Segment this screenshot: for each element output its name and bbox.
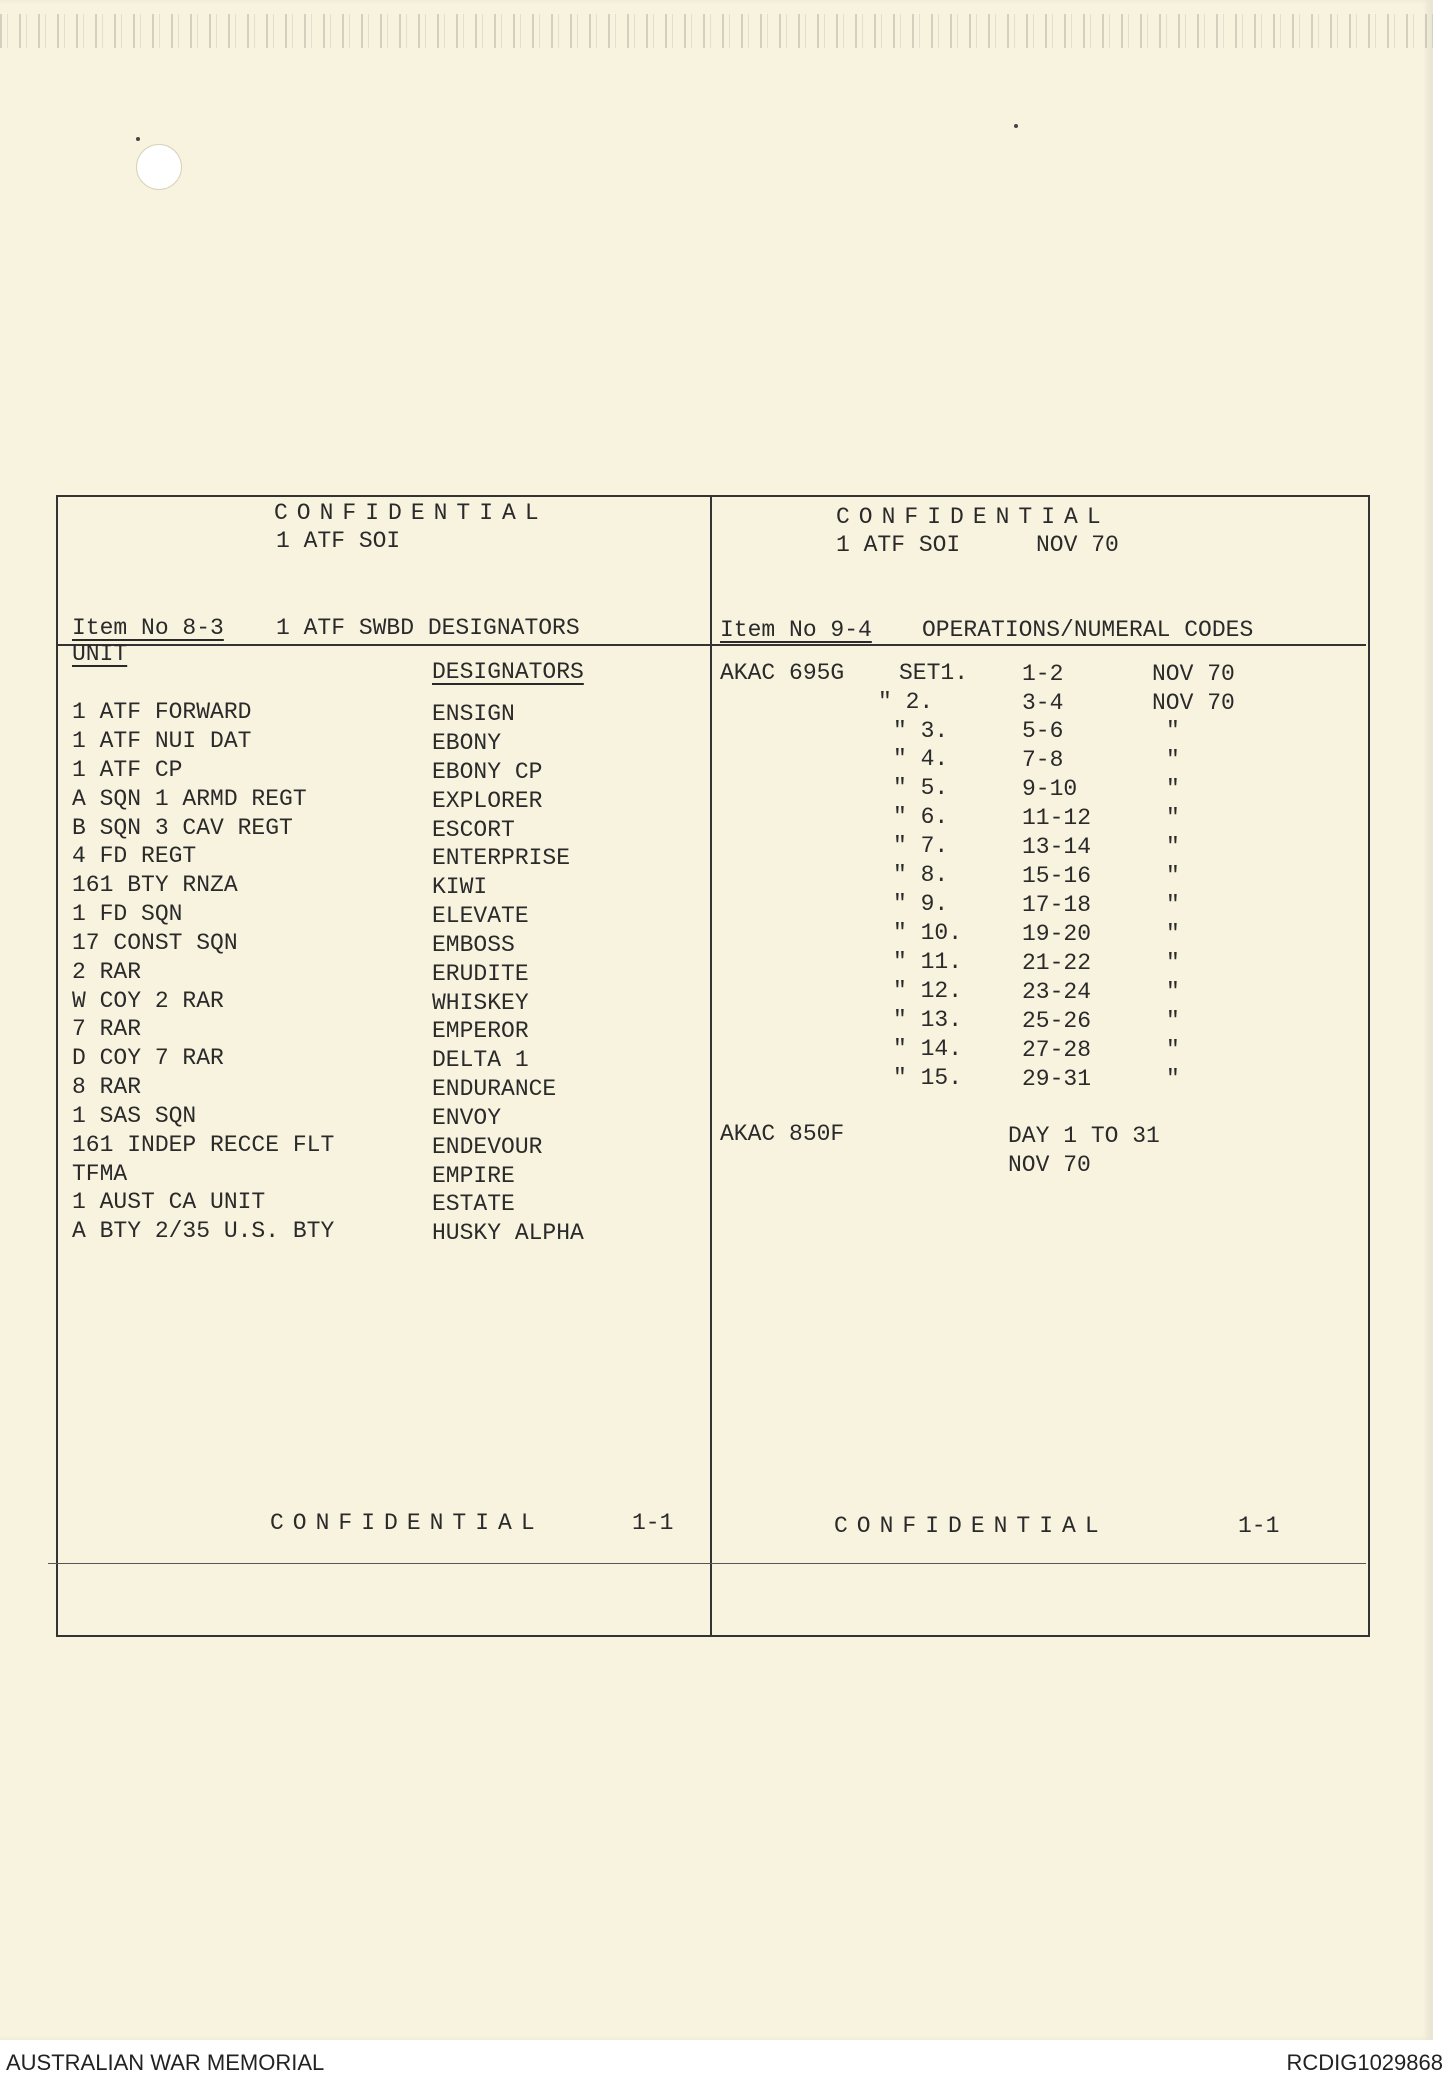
right-page-number: 1-1 (1238, 1513, 1280, 1539)
right-item-label: Item No 9-4 (720, 617, 872, 643)
archive-credit: AUSTRALIAN WAR MEMORIAL (6, 2050, 325, 2075)
unit-cell: W COY 2 RAR (72, 988, 224, 1014)
days-cell: 21-22 (1022, 950, 1092, 976)
unit-cell: 1 AUST CA UNIT (72, 1189, 266, 1215)
left-item-label: Item No 8-3 (72, 615, 224, 641)
unit-column-header: UNIT (72, 641, 128, 667)
designator-cell: EMPEROR (432, 1018, 529, 1044)
month-cell: " (1166, 979, 1180, 1005)
set-cell: " 10. (893, 920, 963, 946)
right-date: NOV 70 (1036, 532, 1119, 558)
archive-id: RCDIG1029868 (1286, 2050, 1443, 2075)
days-cell: 15-16 (1022, 863, 1092, 889)
month-cell: " (1166, 921, 1180, 947)
footer-rule (48, 1563, 1366, 1564)
days-cell: 29-31 (1022, 1066, 1092, 1092)
set-cell: " 14. (893, 1036, 963, 1062)
speck (136, 137, 140, 141)
days-cell: 27-28 (1022, 1037, 1092, 1063)
akac-code: AKAC 850F (720, 1121, 845, 1147)
days-cell: 19-20 (1022, 921, 1092, 947)
month-cell: " (1166, 950, 1180, 976)
set-cell: " 7. (893, 833, 949, 859)
unit-cell: 1 FD SQN (72, 901, 183, 927)
days-cell: 11-12 (1022, 805, 1092, 831)
speck (1014, 124, 1018, 128)
set-cell: " 2. (878, 689, 934, 715)
right-item-title: OPERATIONS/NUMERAL CODES (922, 617, 1254, 643)
days-cell: 17-18 (1022, 892, 1092, 918)
designator-cell: ESTATE (432, 1191, 515, 1217)
designator-cell: EBONY (432, 730, 502, 756)
unit-cell: 17 CONST SQN (72, 930, 238, 956)
punch-hole (136, 144, 182, 190)
month-cell: " (1166, 892, 1180, 918)
akac-days: DAY 1 TO 31 (1008, 1123, 1160, 1149)
designator-cell: ENTERPRISE (432, 845, 571, 871)
designator-cell: ERUDITE (432, 961, 529, 987)
days-cell: 7-8 (1022, 747, 1064, 773)
set-cell: " 3. (893, 718, 949, 744)
unit-cell: 161 INDEP RECCE FLT (72, 1132, 335, 1158)
unit-cell: 8 RAR (72, 1074, 142, 1100)
set-cell: " 4. (893, 746, 949, 772)
designator-cell: ENSIGN (432, 701, 515, 727)
set-cell: " 6. (893, 804, 949, 830)
akac-month: NOV 70 (1008, 1152, 1091, 1178)
designator-cell: EMPIRE (432, 1163, 515, 1189)
unit-cell: 1 SAS SQN (72, 1103, 197, 1129)
unit-cell: 161 BTY RNZA (72, 872, 238, 898)
month-cell: " (1166, 1066, 1180, 1092)
left-page-number: 1-1 (632, 1510, 674, 1536)
designator-cell: ENDEVOUR (432, 1134, 543, 1160)
column-divider (710, 495, 712, 1635)
set-cell: " 8. (893, 862, 949, 888)
designator-cell: WHISKEY (432, 990, 529, 1016)
month-cell: " (1166, 834, 1180, 860)
designator-cell: ELEVATE (432, 903, 529, 929)
unit-cell: 2 RAR (72, 959, 142, 985)
header-rule (58, 644, 1366, 646)
left-footer-classification: CONFIDENTIAL (270, 1510, 544, 1536)
unit-cell: 4 FD REGT (72, 843, 197, 869)
month-cell: " (1166, 776, 1180, 802)
days-cell: 5-6 (1022, 718, 1064, 744)
set-cell: " 5. (893, 775, 949, 801)
days-cell: 23-24 (1022, 979, 1092, 1005)
designator-cell: ESCORT (432, 817, 515, 843)
designator-cell: EBONY CP (432, 759, 543, 785)
unit-cell: A BTY 2/35 U.S. BTY (72, 1218, 335, 1244)
designator-cell: EMBOSS (432, 932, 515, 958)
days-cell: 3-4 (1022, 690, 1064, 716)
set-cell: " 15. (893, 1065, 963, 1091)
month-cell: NOV 70 (1152, 661, 1235, 687)
set-cell: SET1. (898, 660, 968, 686)
unit-cell: D COY 7 RAR (72, 1045, 224, 1071)
month-cell: " (1166, 805, 1180, 831)
left-subtitle: 1 ATF SOI (276, 528, 401, 554)
left-item-title: 1 ATF SWBD DESIGNATORS (276, 615, 580, 641)
month-cell: " (1166, 718, 1180, 744)
designator-cell: HUSKY ALPHA (432, 1220, 584, 1246)
designator-cell: ENDURANCE (432, 1076, 557, 1102)
month-cell: " (1166, 1008, 1180, 1034)
designators-column-header: DESIGNATORS (432, 659, 584, 685)
month-cell: " (1166, 747, 1180, 773)
unit-cell: 7 RAR (72, 1016, 142, 1042)
scan-edge-noise (0, 14, 1433, 48)
unit-cell: 1 ATF FORWARD (72, 699, 252, 725)
month-cell: " (1166, 1037, 1180, 1063)
month-cell: " (1166, 863, 1180, 889)
designator-cell: ENVOY (432, 1105, 502, 1131)
unit-cell: A SQN 1 ARMD REGT (72, 786, 307, 812)
set-cell: " 11. (893, 949, 963, 975)
month-cell: NOV 70 (1152, 690, 1235, 716)
days-cell: 25-26 (1022, 1008, 1092, 1034)
akac-code: AKAC 695G (720, 660, 845, 686)
days-cell: 13-14 (1022, 834, 1092, 860)
designator-cell: KIWI (432, 874, 488, 900)
set-cell: " 12. (893, 978, 963, 1004)
unit-cell: 1 ATF NUI DAT (72, 728, 252, 754)
days-cell: 1-2 (1022, 661, 1064, 687)
right-classification: CONFIDENTIAL (836, 504, 1110, 530)
unit-cell: TFMA (72, 1161, 128, 1187)
designator-cell: DELTA 1 (432, 1047, 529, 1073)
set-cell: " 13. (893, 1007, 963, 1033)
right-subtitle: 1 ATF SOI (836, 532, 961, 558)
unit-cell: 1 ATF CP (72, 757, 183, 783)
right-footer-classification: CONFIDENTIAL (834, 1513, 1108, 1539)
unit-cell: B SQN 3 CAV REGT (72, 815, 293, 841)
designator-cell: EXPLORER (432, 788, 543, 814)
left-classification: CONFIDENTIAL (274, 500, 548, 526)
set-cell: " 9. (893, 891, 949, 917)
days-cell: 9-10 (1022, 776, 1078, 802)
